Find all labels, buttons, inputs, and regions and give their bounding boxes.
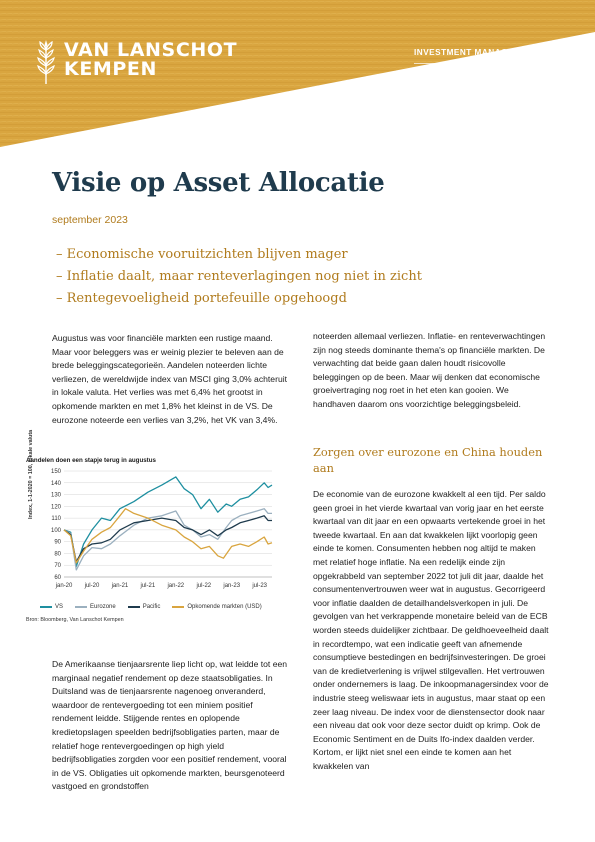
legend-label: VS [55, 604, 64, 610]
brand-wordmark [64, 41, 237, 79]
x-tick-label: jan-22 [167, 583, 185, 589]
legend-item-emerging-markets [172, 604, 261, 610]
bonds-paragraph [52, 658, 288, 794]
legend-item-eurozone [75, 604, 116, 610]
legend-item-pacific [128, 604, 161, 610]
paragraph-text: De economie van de eurozone kwakkelt al een tijd. Per saldo geen groei in het vierde kwartaal van vorig jaar en het eerste kwartaal van dit jaar en een opwaarts vertekende groei in het tweede kwartaal. En aan dat kwakkelen lijkt voorlopig geen einde te komen. Consumenten hebben nog altijd te maken met relatief hoge inflatie. Na een redelijk einde zijn opgekrabbeld van september 2022 tot juli dit jaar, daalde het consumentenvertrouwen weer wat in augustus. Gecorrigeerd voor inflatie daalden de detailhandelsverkopen in juli. De gevolgen van het verkrappende monetaire beleid van de ECB worden steeds duidelijker zichtbaar. De geldhoeveelheid daalt in recordtempo, wat een indicatie geeft van afnemende consumptieve bestedingen en bedrijfsinvesteringen. De groei van de kredietverlening is vrijwel stilgevallen. Het vertrouwen onder ondernemers is laag. De inkoopmanagersindex voor de industrie steeg weliswaar iets in augustus, maar staat op een zeer laag niveau. De index voor de dienstensector dook naar een niveau dat ook voor deze sector duidt op krimp. Ook de Economic Sentiment en de Duits Ifo-index daalden verder. Kortom, er lijkt niet snel een einde te komen aan het kwakkelen van [313, 489, 549, 771]
paragraph-text: Augustus was voor financiële markten een rustige maand. Maar voor beleggers was er weinig plezier te beleven aan de brede beleggingscategorieën. Aandelen noteerden lichte verliezen, de wereldwijde index van MSCI ging 3,0% achteruit in lokale valuta. Het verlies was met 6,4% het grootst in opkomende markten en met 1,8% het kleinst in de VS. De eurozone noteerde een verlies van 3,2%, het VK van 3,4%. [52, 333, 288, 425]
x-tick-label: jul-20 [84, 583, 100, 589]
brand-logo [34, 38, 237, 84]
y-tick-label: 140 [50, 480, 61, 487]
series-line-2 [64, 516, 272, 562]
key-point: – Rentegevoeligheid portefeuille opgehoogd [56, 291, 347, 306]
wheat-icon [34, 38, 58, 84]
key-point: – Inflatie daalt, maar renteverlagingen nog niet in zicht [56, 269, 422, 284]
legend-swatch [75, 606, 87, 608]
brand-line-1: VAN LANSCHOT [64, 39, 238, 61]
y-tick-label: 90 [54, 539, 61, 546]
publication-date: september 2023 [52, 214, 128, 226]
page-title: Visie op Asset Allocatie [52, 168, 385, 198]
x-tick-label: jul-23 [252, 583, 268, 589]
eurozone-paragraph [313, 488, 551, 773]
chart-legend [40, 604, 262, 610]
legend-item-vs [40, 604, 63, 610]
section-label: INVESTMENT MANAGEMENT [414, 48, 540, 57]
y-tick-label: 150 [50, 469, 61, 475]
key-point: – Economische vooruitzichten blijven mager [56, 247, 348, 262]
section-heading: Zorgen over eurozone en China houden aan [313, 445, 543, 475]
key-points-list [56, 244, 422, 310]
paragraph-text: noteerden allemaal verliezen. Inflatie- en renteverwachtingen zijn nog steeds dominante thema's op financiële markten. De verwachting dat beide gaan dalen houdt risicovolle beleggingen op de been. Maar wij denken dat economische groeivertraging nog roet in het eten kan gooien. We handhaven daarom ons voorzichtige beleggingsbeleid. [313, 331, 546, 409]
y-tick-label: 60 [54, 575, 61, 581]
legend-swatch [128, 606, 140, 608]
legend-label: Eurozone [90, 604, 116, 610]
intro-paragraph [52, 332, 288, 427]
x-tick-label: jul-21 [140, 583, 156, 589]
paragraph-text: De Amerikaanse tienjaarsrente liep licht op, wat leidde tot een marginaal negatief rendement op deze staatsobligaties. In Duitsland was de tienjaarsrente nagenoeg onveranderd, waardoor de rentevergoeding tot een miniem positief rendement leidde. Stijgende rentes en oplopende kredietopslagen speelden bedrijfsobligaties parten, maar de relatief hoge rentevergoedingen op high yield bedrijfsobligaties zorgden voor een positief rendement, vooral in de VS. Obligaties uit opkomende markten, beursgenoteerd vastgoed en grondstoffen [52, 659, 288, 792]
x-tick-label: jan-20 [55, 583, 73, 589]
chart-canvas [26, 465, 284, 595]
y-tick-label: 100 [50, 527, 61, 534]
series-line-3 [64, 509, 272, 563]
chart-y-axis-label: Index, 1-1-2020 = 100, lokale valuta [28, 429, 34, 519]
y-tick-label: 80 [54, 551, 61, 558]
x-tick-label: jan-23 [223, 583, 241, 589]
legend-swatch [40, 606, 52, 608]
x-tick-label: jul-22 [196, 583, 212, 589]
legend-label: Opkomende markten (USD) [187, 604, 262, 610]
y-tick-label: 110 [51, 516, 61, 523]
y-tick-label: 130 [50, 492, 61, 499]
legend-swatch [172, 606, 184, 608]
series-line-0 [64, 477, 272, 567]
x-tick-label: jan-21 [111, 583, 129, 589]
legend-label: Pacific [142, 604, 161, 610]
y-tick-label: 70 [54, 563, 61, 570]
section-divider [414, 63, 560, 64]
brand-line-2: KEMPEN [64, 58, 158, 80]
y-tick-label: 120 [50, 504, 61, 511]
outlook-paragraph [313, 330, 551, 412]
chart-source: Bron: Bloomberg, Van Lanschot Kempen [26, 617, 124, 623]
chart-title: Aandelen doen een stapje terug in augustus [26, 457, 156, 464]
